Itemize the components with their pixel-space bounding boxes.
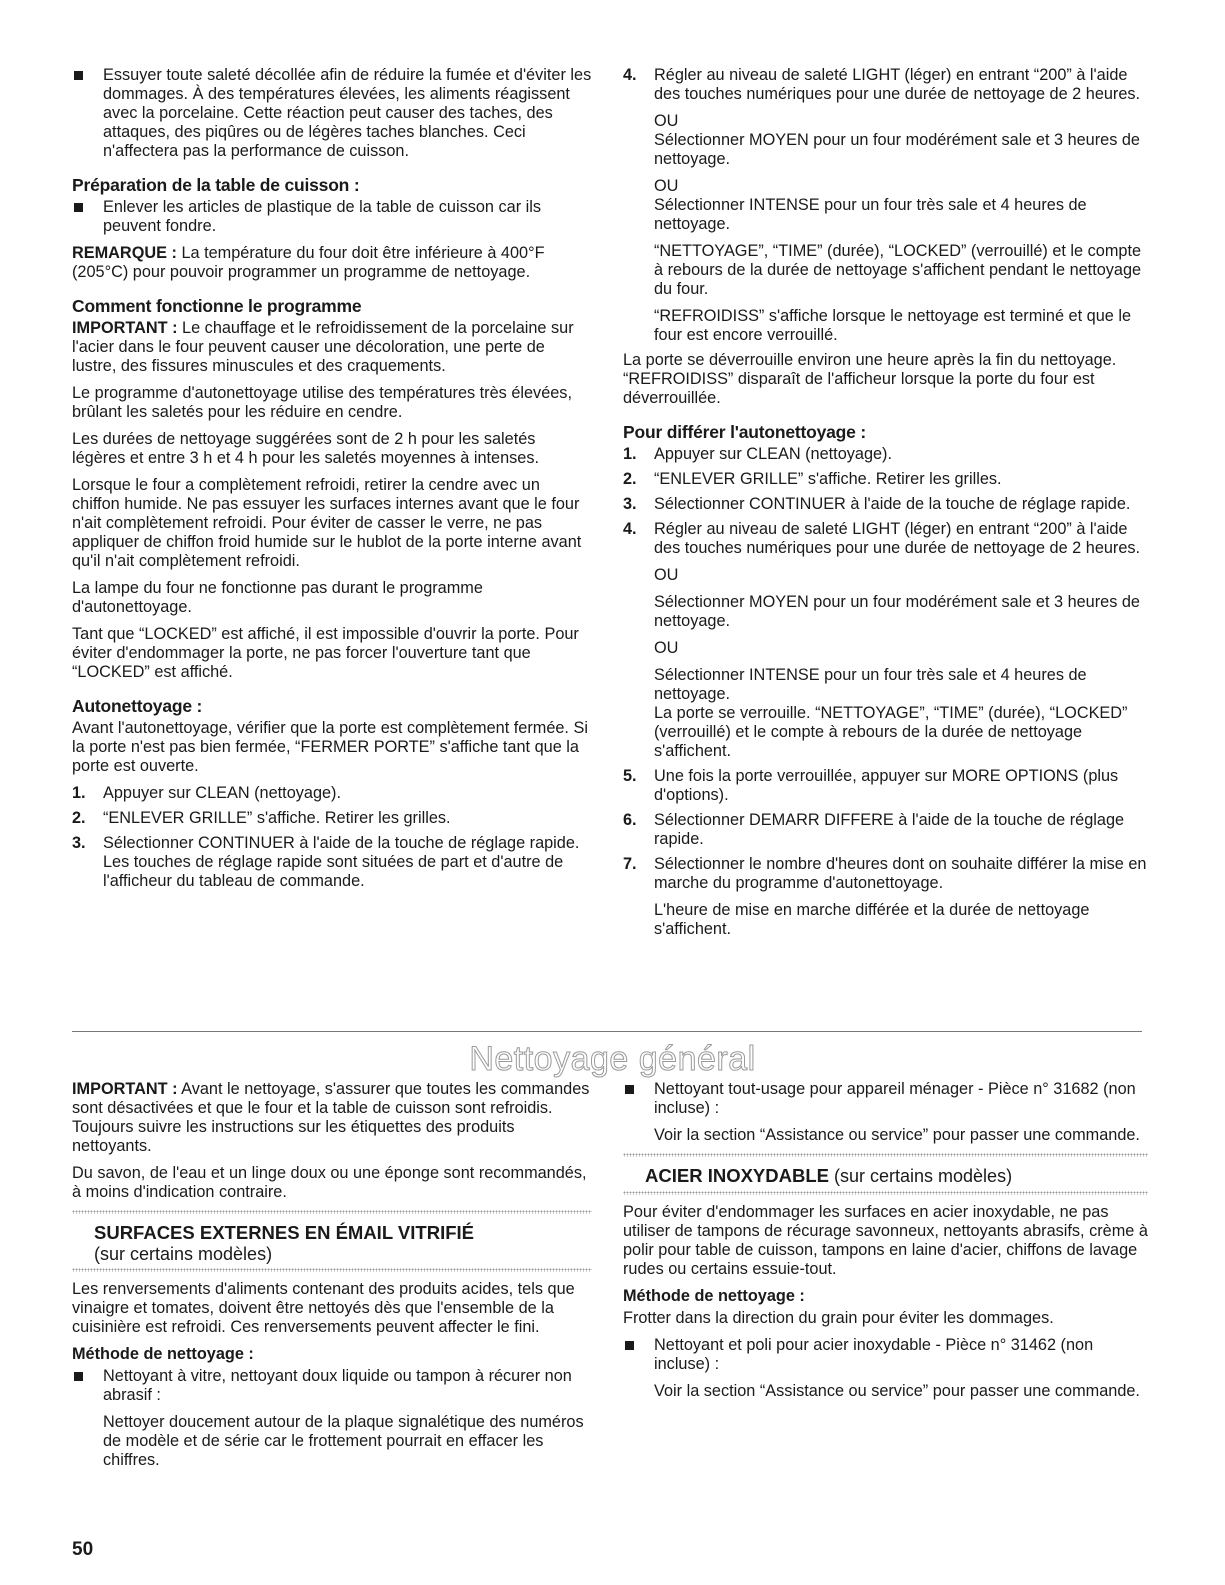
- step-note: La porte se verrouille. “NETTOYAGE”, “TIME” (durée), “LOCKED” (verrouillé) et le compte à rebours de la durée de nettoyage s'affichent.: [654, 704, 1128, 760]
- remark-text: La température du four doit être inférieure à 400°F (205°C) pour pouvoir programmer un programme de nettoyage.: [72, 244, 545, 281]
- step-number: 5.: [623, 767, 637, 785]
- step-text: Régler au niveau de saleté LIGHT (léger) en entrant “200” à l'aide des touches numériques pour une durée de nettoyage de 2 heures.: [654, 520, 1141, 557]
- important-paragraph: [72, 1080, 592, 1156]
- step-number: 4.: [623, 66, 637, 84]
- step-text: Sélectionner DEMARR DIFFERE à l'aide de la touche de réglage rapide.: [654, 811, 1125, 848]
- bullet-text: Nettoyant tout-usage pour appareil ménager - Pièce n° 31682 (non incluse) :: [654, 1080, 1136, 1117]
- method-heading: Méthode de nettoyage :: [623, 1287, 805, 1305]
- numbered-step: [623, 767, 1148, 805]
- bullet-text: Enlever les articles de plastique de la table de cuisson car ils peuvent fondre.: [103, 198, 542, 235]
- important-text: Le chauffage et le refroidissement de la porcelaine sur l'acier dans le four peuvent causer une décoloration, une perte de lustre, des fissures minuscules et des craquements.: [72, 319, 574, 375]
- step-text: Appuyer sur CLEAN (nettoyage).: [103, 784, 342, 802]
- box-title: [623, 1165, 1148, 1187]
- method-heading: Méthode de nettoyage :: [72, 1345, 254, 1363]
- dotted-rule: [72, 1268, 592, 1272]
- list-item: [623, 1336, 1148, 1401]
- section-heading: Préparation de la table de cuisson :: [72, 175, 360, 195]
- bullet-subtext: Voir la section “Assistance ou service” pour passer une commande.: [654, 1382, 1140, 1400]
- dotted-rule: [72, 1210, 592, 1214]
- step-number: 2.: [623, 470, 637, 488]
- step-note: L'heure de mise en marche différée et la durée de nettoyage s'affichent.: [654, 901, 1090, 938]
- general-right-column: [623, 1080, 1148, 1409]
- step-number: 1.: [623, 445, 637, 463]
- important-label: IMPORTANT :: [72, 1080, 178, 1098]
- paragraph: Avant l'autonettoyage, vérifier que la porte est complètement fermée. Si la porte n'est pas bien fermée, “FERMER PORTE” s'affiche tant que la porte est ouverte.: [72, 719, 588, 775]
- paragraph: La lampe du four ne fonctionne pas durant le programme d'autonettoyage.: [72, 579, 483, 616]
- step-text: Une fois la porte verrouillée, appuyer sur MORE OPTIONS (plus d'options).: [654, 767, 1119, 804]
- step-option: Sélectionner INTENSE pour un four très sale et 4 heures de nettoyage.: [654, 666, 1087, 703]
- numbered-step: [623, 445, 1148, 464]
- section-divider: [72, 1031, 1142, 1032]
- step-option: Sélectionner MOYEN pour un four modérément sale et 3 heures de nettoyage.: [654, 593, 1140, 630]
- step-text: Appuyer sur CLEAN (nettoyage).: [654, 445, 893, 463]
- important-text: Avant le nettoyage, s'assurer que toutes les commandes sont désactivées et que le four et la table de cuisson sont refroidis. Toujours suivre les instructions sur les étiquettes des produits nettoyants.: [72, 1080, 590, 1155]
- numbered-step: [623, 520, 1148, 761]
- or-label: OU: [654, 639, 679, 657]
- list-item: [623, 1080, 1148, 1145]
- paragraph: Du savon, de l'eau et un linge doux ou une éponge sont recommandés, à moins d'indication contraire.: [72, 1164, 587, 1201]
- dotted-rule: [623, 1191, 1148, 1195]
- step-text: “ENLEVER GRILLE” s'affiche. Retirer les grilles.: [654, 470, 1002, 488]
- numbered-step: [72, 834, 592, 891]
- step-note: “REFROIDISS” s'affiche lorsque le nettoyage est terminé et que le four est encore verrouillé.: [654, 307, 1131, 344]
- step-number: 2.: [72, 809, 86, 827]
- numbered-step: [72, 784, 592, 803]
- box-title-sub: (sur certains modèles): [94, 1244, 273, 1264]
- step-text: Régler au niveau de saleté LIGHT (léger) en entrant “200” à l'aide des touches numériques pour une durée de nettoyage de 2 heures.: [654, 66, 1141, 103]
- left-column: [72, 66, 592, 897]
- box-title-sub: (sur certains modèles): [829, 1166, 1013, 1186]
- numbered-step: [623, 495, 1148, 514]
- or-label: OU: [654, 566, 679, 584]
- step-note: “NETTOYAGE”, “TIME” (durée), “LOCKED” (verrouillé) et le compte à rebours de la durée de nettoyage s'affichent pendant le nettoyage du four.: [654, 242, 1142, 298]
- right-column: [623, 66, 1148, 945]
- box-title-main: SURFACES EXTERNES EN ÉMAIL VITRIFIÉ: [94, 1222, 474, 1243]
- paragraph: Les durées de nettoyage suggérées sont de 2 h pour les saletés légères et entre 3 h et 4 h pour les saletés moyennes à intenses.: [72, 430, 540, 467]
- or-label: OU: [654, 177, 679, 195]
- numbered-step: [623, 811, 1148, 849]
- step-text: Sélectionner le nombre d'heures dont on souhaite différer la mise en marche du programme d'autonettoyage.: [654, 855, 1147, 892]
- step-number: 7.: [623, 855, 637, 873]
- step-number: 4.: [623, 520, 637, 538]
- numbered-step: [623, 66, 1148, 345]
- remark-paragraph: [72, 244, 592, 282]
- section-heading: Comment fonctionne le programme: [72, 296, 362, 316]
- remark-label: REMARQUE :: [72, 244, 177, 262]
- step-text: Sélectionner CONTINUER à l'aide de la touche de réglage rapide. Les touches de réglage rapide sont situées de part et d'autre de l'afficheur du tableau de commande.: [103, 834, 580, 890]
- section-heading: Pour différer l'autonettoyage :: [623, 422, 866, 442]
- box-title-main: ACIER INOXYDABLE: [645, 1165, 829, 1186]
- step-text: “ENLEVER GRILLE” s'affiche. Retirer les grilles.: [103, 809, 451, 827]
- step-text: Sélectionner CONTINUER à l'aide de la touche de réglage rapide.: [654, 495, 1131, 513]
- numbered-step: [72, 809, 592, 828]
- important-paragraph: [72, 319, 592, 376]
- paragraph: Lorsque le four a complètement refroidi, retirer la cendre avec un chiffon humide. Ne pas essuyer les surfaces internes avant que le four n'ait complètement refroidi. Pour éviter de casser le verre, ne pas appliquer de chiffon froid humide sur le hublot de la porte interne avant qu'il n'ait complètement refroidi.: [72, 476, 582, 570]
- step-number: 6.: [623, 811, 637, 829]
- bullet-text: Essuyer toute saleté décollée afin de réduire la fumée et d'éviter les dommages. À des températures élevées, les aliments réagissent avec la porcelaine. Cette réaction peut causer des taches, des attaques, des piqûres ou de légères taches blanches. Ceci n'affectera pas la performance de cuisson.: [103, 66, 592, 160]
- list-item: [72, 1367, 592, 1470]
- paragraph: Pour éviter d'endommager les surfaces en acier inoxydable, ne pas utiliser de tampons de récurage savonneux, nettoyants abrasifs, crème à polir pour table de cuisson, tampons en laine d'acier, chiffons de lavage rudes ou certains essuie-tout.: [623, 1203, 1148, 1278]
- bullet-text: Nettoyant à vitre, nettoyant doux liquide ou tampon à récurer non abrasif :: [103, 1367, 572, 1404]
- bullet-text: Nettoyant et poli pour acier inoxydable - Pièce n° 31462 (non incluse) :: [654, 1336, 1094, 1373]
- numbered-step: [623, 470, 1148, 489]
- step-option: Sélectionner MOYEN pour un four modérément sale et 3 heures de nettoyage.: [654, 131, 1140, 168]
- page-number: 50: [72, 1539, 94, 1560]
- or-label: OU: [654, 112, 679, 130]
- step-option: Sélectionner INTENSE pour un four très sale et 4 heures de nettoyage.: [654, 196, 1087, 233]
- section-heading: Autonettoyage :: [72, 696, 203, 716]
- box-title: [72, 1222, 592, 1264]
- list-item: [72, 198, 592, 236]
- paragraph: Frotter dans la direction du grain pour éviter les dommages.: [623, 1309, 1054, 1327]
- bullet-subtext: Voir la section “Assistance ou service” pour passer une commande.: [654, 1126, 1140, 1144]
- paragraph: Les renversements d'aliments contenant des produits acides, tels que vinaigre et tomates, doivent être nettoyés dès que l'ensemble de la cuisinière est refroidi. Ces renversements peuvent affecter le fini.: [72, 1280, 575, 1336]
- paragraph: La porte se déverrouille environ une heure après la fin du nettoyage. “REFROIDISS” disparaît de l'afficheur lorsque la porte du four est déverrouillée.: [623, 351, 1117, 407]
- list-item: [72, 66, 592, 161]
- dotted-rule: [623, 1153, 1148, 1157]
- step-number: 1.: [72, 784, 86, 802]
- paragraph: Tant que “LOCKED” est affiché, il est impossible d'ouvrir la porte. Pour éviter d'endommager la porte, ne pas forcer l'ouverture tant que “LOCKED” est affiché.: [72, 625, 579, 681]
- general-left-column: [72, 1080, 592, 1478]
- bullet-subtext: Nettoyer doucement autour de la plaque signalétique des numéros de modèle et de série car le frottement pourrait en effacer les chiffres.: [103, 1413, 584, 1469]
- paragraph: Le programme d'autonettoyage utilise des températures très élevées, brûlant les saletés pour les réduire en cendre.: [72, 384, 572, 421]
- step-number: 3.: [72, 834, 86, 852]
- step-number: 3.: [623, 495, 637, 513]
- numbered-step: [623, 855, 1148, 939]
- important-label: IMPORTANT :: [72, 319, 178, 337]
- section-title: Nettoyage général: [469, 1040, 756, 1078]
